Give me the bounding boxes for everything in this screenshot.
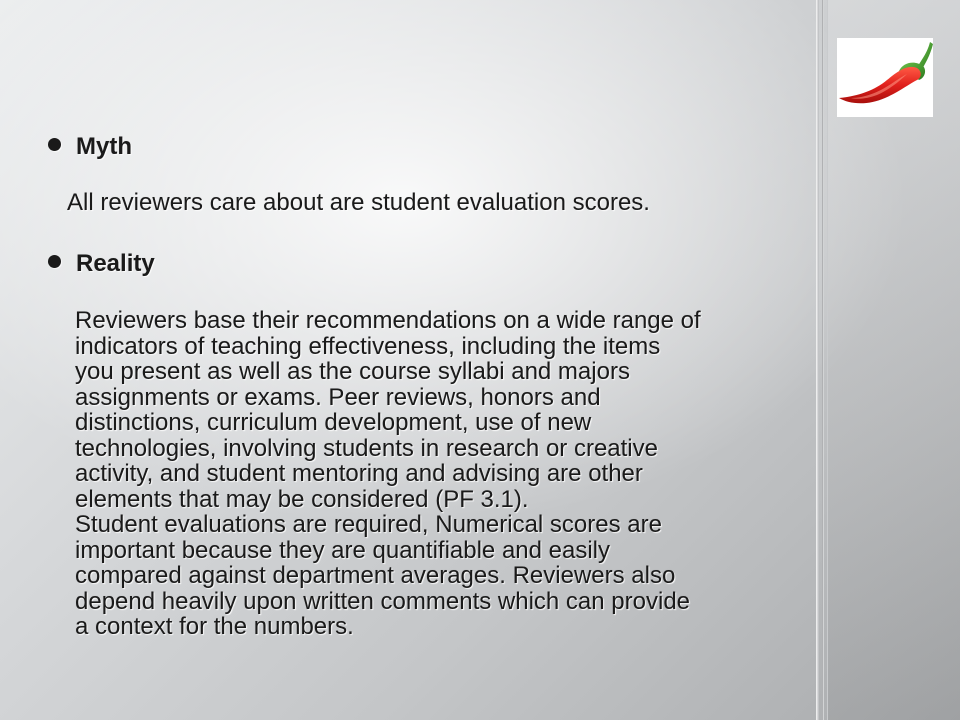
bullet-dot-icon: [48, 255, 61, 268]
reality-line: distinctions, curriculum development, use of new: [75, 409, 592, 436]
reality-line: technologies, involving students in research or creative: [75, 434, 658, 462]
divider-rail: [816, 0, 819, 720]
reality-text: [75, 308, 795, 640]
reality-line: depend heavily upon written comments which can provide: [75, 587, 691, 615]
reality-line: a context for the numbers.: [75, 613, 354, 640]
myth-bullet: [48, 130, 132, 164]
reality-line: important because they are quantifiable and easily: [75, 536, 611, 564]
reality-line: assignments or exams. Peer reviews, honors and: [75, 383, 601, 411]
divider-rail: [822, 0, 824, 720]
reality-line: indicators of teaching effectiveness, including the items: [75, 332, 661, 360]
reality-line: activity, and student mentoring and advising are other: [75, 460, 643, 487]
reality-line: you present as well as the course syllabi and majors: [75, 358, 630, 385]
myth-heading: Myth: [76, 133, 132, 160]
reality-heading: Reality: [76, 250, 155, 277]
bullet-dot-icon: [48, 138, 61, 151]
reality-bullet: [48, 247, 155, 281]
reality-line: Student evaluations are required, Numerical scores are: [75, 511, 662, 538]
chili-pepper-icon: [837, 38, 933, 117]
reality-line: Reviewers base their recommendations on a wide range of: [75, 307, 701, 334]
myth-text: All reviewers care about are student evaluation scores.: [67, 189, 650, 216]
reality-line: compared against department averages. Reviewers also: [75, 562, 676, 589]
reality-line: elements that may be considered (PF 3.1).: [75, 485, 529, 513]
